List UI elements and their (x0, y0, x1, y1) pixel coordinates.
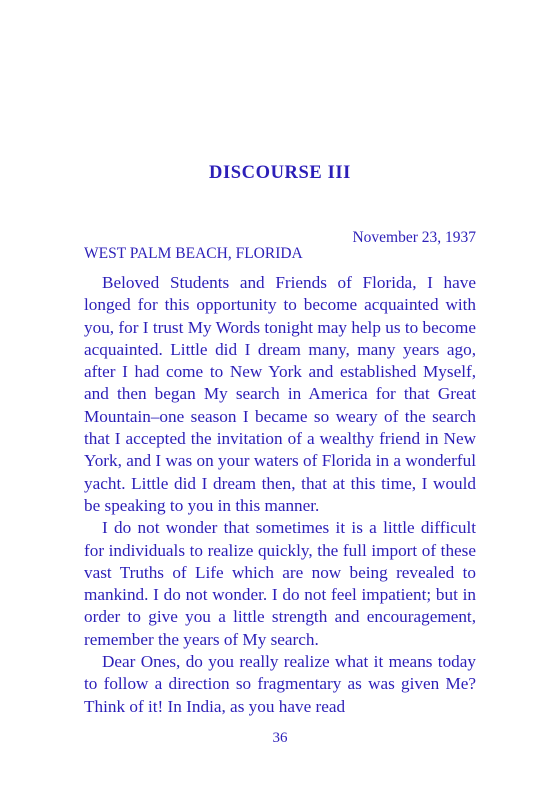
page-number: 36 (272, 730, 288, 746)
paragraph: Dear Ones, do you really realize what it means today to follow a direction so fragmentary as was given Me? Think of it! In India, as you have read (84, 652, 476, 716)
paragraph: I do not wonder that sometimes it is a little difficult for individuals to realize quickly, the full import of these vast Truths of Life which are now being revealed to mankind. I do not wonder. I do not feel impatient; but in order to give you a little strength and encouragement, remember the years of My search. (84, 518, 476, 649)
discourse-location: WEST PALM BEACH, FLORIDA (84, 245, 303, 262)
paragraph: Beloved Students and Friends of Florida, I have longed for this opportunity to become acquainted with you, for I trust My Words tonight may help us to become acquainted. Little did I dream many, many years ago, after I had come to New York and established Myself, and then began My search in America for that Great Mountain–one season I became so weary of the search that I accepted the invitation of a wealthy friend in New York, and I was on your waters of Florida in a wonderful yacht. Little did I dream then, that at this time, I would be speaking to you in this manner. (84, 273, 476, 515)
body-text (84, 272, 476, 718)
page-title: DISCOURSE III (209, 163, 351, 183)
discourse-date: November 23, 1937 (352, 229, 476, 246)
